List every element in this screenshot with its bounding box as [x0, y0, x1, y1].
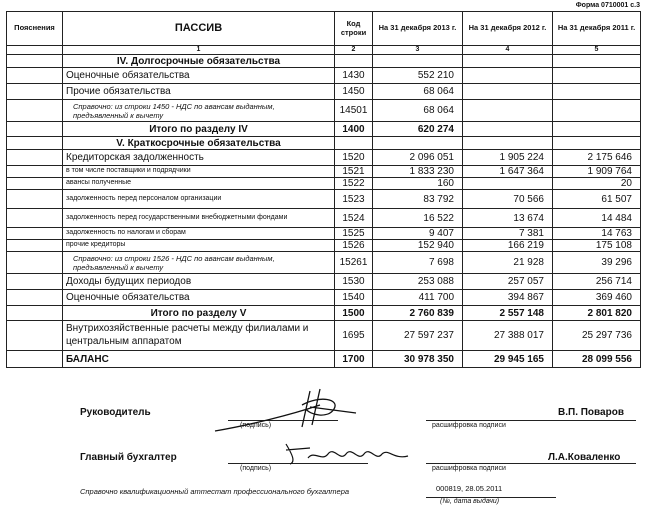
- accountant-signature-scribble: [282, 440, 412, 468]
- table-row: [7, 228, 641, 240]
- value-2012: 29 945 165: [463, 351, 553, 368]
- table-row: [7, 137, 641, 150]
- row-name: задолженность перед государственными внебюджетными фондами: [63, 209, 335, 228]
- row-name: в том числе поставщики и подрядчики: [63, 166, 335, 178]
- value-2011: [553, 137, 641, 150]
- row-name: Справочно: из строки 1526 - НДС по авансам выданным, предъявленный к вычету: [63, 252, 335, 274]
- accountant-decoding-caption: расшифровка подписи: [432, 465, 506, 472]
- row-code: 1700: [335, 351, 373, 368]
- table-row: [7, 122, 641, 137]
- row-name: Кредиторская задолженность: [63, 150, 335, 166]
- value-2011: 2 175 646: [553, 150, 641, 166]
- table-row: [7, 209, 641, 228]
- accountant-label: Главный бухгалтер: [80, 452, 177, 463]
- head-name: В.П. Поваров: [558, 407, 624, 418]
- value-2013: 30 978 350: [373, 351, 463, 368]
- value-2013: 9 407: [373, 228, 463, 240]
- value-2011: 14 484: [553, 209, 641, 228]
- value-2011: 2 801 820: [553, 306, 641, 321]
- value-2012: 21 928: [463, 252, 553, 274]
- value-2012: 166 219: [463, 240, 553, 252]
- head-signature-caption: (подпись): [240, 422, 272, 429]
- header-row: [7, 12, 641, 46]
- table-row: [7, 321, 641, 351]
- balance-liabilities-table: [6, 11, 641, 368]
- head-decoding-line: [426, 420, 636, 421]
- value-2013: 552 210: [373, 68, 463, 84]
- value-2012: 2 557 148: [463, 306, 553, 321]
- explanation-cell: [7, 290, 63, 306]
- value-2011: 28 099 556: [553, 351, 641, 368]
- table-row: [7, 306, 641, 321]
- index-cell: 4: [463, 46, 553, 55]
- value-2013: [373, 137, 463, 150]
- row-code: 1500: [335, 306, 373, 321]
- head-signature-scribble: [210, 385, 360, 435]
- value-2013: 1 833 230: [373, 166, 463, 178]
- value-2012: 394 867: [463, 290, 553, 306]
- explanation-cell: [7, 190, 63, 209]
- explanation-cell: [7, 209, 63, 228]
- explanation-cell: [7, 84, 63, 100]
- explanation-cell: [7, 100, 63, 122]
- value-2013: 620 274: [373, 122, 463, 137]
- value-2013: 16 522: [373, 209, 463, 228]
- value-2013: 152 940: [373, 240, 463, 252]
- header-2012: На 31 декабря 2012 г.: [463, 12, 553, 46]
- row-code: 1522: [335, 178, 373, 190]
- table-row: [7, 166, 641, 178]
- row-name: Итого по разделу V: [63, 306, 335, 321]
- explanation-cell: [7, 240, 63, 252]
- table-row: [7, 178, 641, 190]
- row-code: 1450: [335, 84, 373, 100]
- row-code: 15261: [335, 252, 373, 274]
- row-code: 1530: [335, 274, 373, 290]
- row-name: БАЛАНС: [63, 351, 335, 368]
- value-2012: 1 905 224: [463, 150, 553, 166]
- value-2013: 160: [373, 178, 463, 190]
- row-code: 1520: [335, 150, 373, 166]
- row-code: 1526: [335, 240, 373, 252]
- row-code: 14501: [335, 100, 373, 122]
- row-name: задолженность перед персоналом организации: [63, 190, 335, 209]
- explanation-cell: [7, 351, 63, 368]
- explanation-cell: [7, 68, 63, 84]
- explanation-cell: [7, 166, 63, 178]
- index-cell: 2: [335, 46, 373, 55]
- certificate-label: Справочно квалификационный аттестат профессионального бухгалтера: [80, 487, 350, 496]
- value-2013: 68 064: [373, 100, 463, 122]
- header-line-code: Код строки: [335, 12, 373, 46]
- value-2013: 27 597 237: [373, 321, 463, 351]
- explanation-cell: [7, 228, 63, 240]
- row-code: 1524: [335, 209, 373, 228]
- value-2011: [553, 55, 641, 68]
- row-code: 1430: [335, 68, 373, 84]
- table-row: [7, 290, 641, 306]
- index-row: [7, 46, 641, 55]
- table-row: [7, 190, 641, 209]
- value-2011: 256 714: [553, 274, 641, 290]
- accountant-decoding-line: [426, 463, 636, 464]
- accountant-signature-caption: (подпись): [240, 465, 272, 472]
- table-row: [7, 68, 641, 84]
- table-row: [7, 84, 641, 100]
- value-2011: 175 108: [553, 240, 641, 252]
- row-name: V. Краткосрочные обязательства: [63, 137, 335, 150]
- index-cell: 3: [373, 46, 463, 55]
- header-2011: На 31 декабря 2011 г.: [553, 12, 641, 46]
- value-2012: [463, 55, 553, 68]
- explanation-cell: [7, 150, 63, 166]
- value-2011: [553, 68, 641, 84]
- row-name: Справочно: из строки 1450 - НДС по авансам выданным, предъявленный к вычету: [63, 100, 335, 122]
- value-2013: 68 064: [373, 84, 463, 100]
- row-code: 1400: [335, 122, 373, 137]
- explanation-cell: [7, 274, 63, 290]
- value-2011: 369 460: [553, 290, 641, 306]
- row-name: Доходы будущих периодов: [63, 274, 335, 290]
- index-cell: 5: [553, 46, 641, 55]
- value-2012: 7 381: [463, 228, 553, 240]
- header-2013: На 31 декабря 2013 г.: [373, 12, 463, 46]
- value-2011: [553, 84, 641, 100]
- index-cell: [7, 46, 63, 55]
- value-2012: [463, 68, 553, 84]
- row-code: 1523: [335, 190, 373, 209]
- row-name: задолженность по налогам и сборам: [63, 228, 335, 240]
- value-2012: 27 388 017: [463, 321, 553, 351]
- explanation-cell: [7, 178, 63, 190]
- value-2013: 7 698: [373, 252, 463, 274]
- value-2013: [373, 55, 463, 68]
- value-2012: 1 647 364: [463, 166, 553, 178]
- value-2012: 257 057: [463, 274, 553, 290]
- value-2011: 25 297 736: [553, 321, 641, 351]
- value-2013: 2 096 051: [373, 150, 463, 166]
- table-row: [7, 252, 641, 274]
- form-code: Форма 0710001 с.3: [575, 2, 640, 9]
- table-row: [7, 351, 641, 368]
- value-2011: 20: [553, 178, 641, 190]
- row-code: 1695: [335, 321, 373, 351]
- row-code: [335, 137, 373, 150]
- table-row: [7, 240, 641, 252]
- head-label: Руководитель: [80, 407, 151, 418]
- row-name: Оценочные обязательства: [63, 68, 335, 84]
- value-2012: 13 674: [463, 209, 553, 228]
- header-explanations: Пояснения: [7, 12, 63, 46]
- row-code: 1525: [335, 228, 373, 240]
- value-2012: [463, 137, 553, 150]
- table-row: [7, 150, 641, 166]
- row-name: Оценочные обязательства: [63, 290, 335, 306]
- value-2012: [463, 100, 553, 122]
- value-2013: 253 088: [373, 274, 463, 290]
- row-name: авансы полученные: [63, 178, 335, 190]
- value-2011: [553, 100, 641, 122]
- table-row: [7, 274, 641, 290]
- value-2011: 39 296: [553, 252, 641, 274]
- row-name: IV. Долгосрочные обязательства: [63, 55, 335, 68]
- head-decoding-caption: расшифровка подписи: [432, 422, 506, 429]
- row-name: Прочие обязательства: [63, 84, 335, 100]
- index-cell: 1: [63, 46, 335, 55]
- explanation-cell: [7, 321, 63, 351]
- explanation-cell: [7, 122, 63, 137]
- row-code: [335, 55, 373, 68]
- explanation-cell: [7, 55, 63, 68]
- row-name: Внутрихозяйственные расчеты между филиалами и центральным аппаратом: [63, 321, 335, 351]
- row-name: Итого по разделу IV: [63, 122, 335, 137]
- explanation-cell: [7, 306, 63, 321]
- certificate-number: 000819, 28.05.2011: [436, 484, 503, 493]
- header-liability: ПАССИВ: [63, 12, 335, 46]
- explanation-cell: [7, 137, 63, 150]
- value-2012: [463, 84, 553, 100]
- row-code: 1540: [335, 290, 373, 306]
- certificate-number-caption: (№, дата выдачи): [440, 498, 500, 505]
- value-2012: [463, 122, 553, 137]
- table-row: [7, 55, 641, 68]
- value-2013: 2 760 839: [373, 306, 463, 321]
- explanation-cell: [7, 252, 63, 274]
- value-2013: 83 792: [373, 190, 463, 209]
- value-2012: [463, 178, 553, 190]
- value-2013: 411 700: [373, 290, 463, 306]
- accountant-name: Л.А.Коваленко: [548, 452, 621, 463]
- value-2011: 14 763: [553, 228, 641, 240]
- row-name: прочие кредиторы: [63, 240, 335, 252]
- table-row: [7, 100, 641, 122]
- row-code: 1521: [335, 166, 373, 178]
- value-2011: 61 507: [553, 190, 641, 209]
- value-2012: 70 566: [463, 190, 553, 209]
- value-2011: [553, 122, 641, 137]
- value-2011: 1 909 764: [553, 166, 641, 178]
